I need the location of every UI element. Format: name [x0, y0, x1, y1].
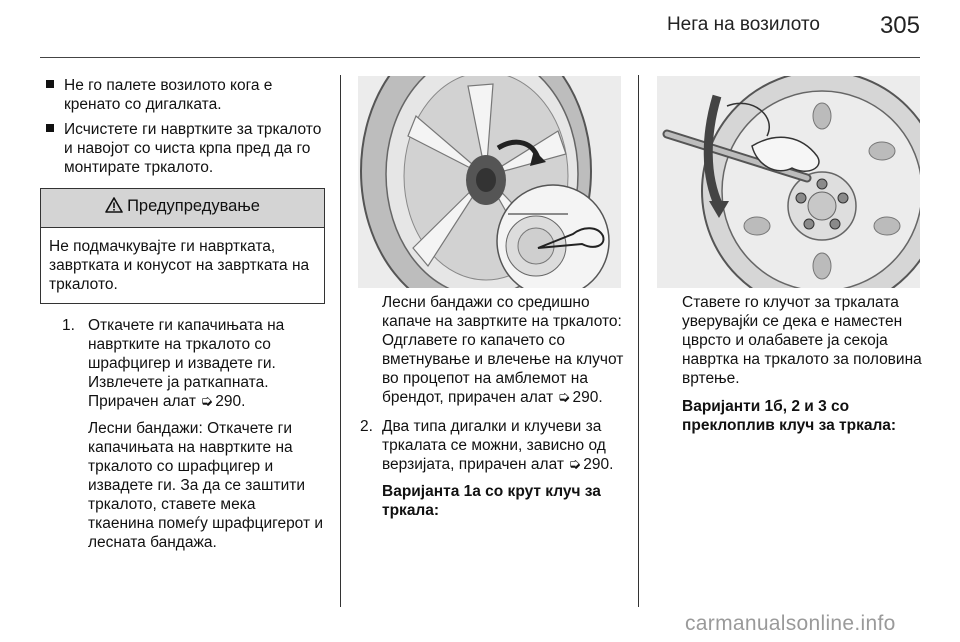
warning-body: Не подмачкувајте ги навртката, завртката и конусот на завртката на тркалото.: [49, 238, 310, 293]
column-2: [358, 293, 628, 520]
column-divider-1: [340, 75, 341, 607]
bullet-square-icon: [46, 124, 54, 132]
step-2: [358, 417, 628, 520]
figure-wheel-wrench: [657, 76, 920, 288]
page-ref: 290.: [583, 456, 614, 473]
page-ref: 290.: [215, 393, 246, 410]
step-1-text: [88, 316, 325, 411]
variant-1a-heading: Варијанта 1а со крут клуч за тркала:: [382, 483, 601, 519]
figure-caption: [358, 293, 628, 407]
column-divider-2: [638, 75, 639, 607]
caption-text: Лесни бандажи со средишно капаче на завртките на тркалото: Одглавете го капачето со вметнување и влечење на клучот во процепот на амблемот на брендот, прирачен алат: [382, 294, 624, 406]
page-ref: 290.: [572, 389, 603, 406]
warning-triangle-icon: [105, 197, 123, 218]
header-title: Нега на возилото: [666, 14, 820, 35]
variant-1b-heading: Варијанти 1б, 2 и 3 со преклоплив клуч за тркала:: [682, 398, 897, 434]
step-2-text: [382, 417, 628, 474]
step-1-alloy-text: Лесни бандажи: Откачете ги капачињата на навртките на тркалото со шрафцигер и извадете ги. За да се заштити тркалото, ставете мека ткаенина помеѓу шрафцигерот и лесната бандажа.: [88, 420, 324, 551]
header-divider: [40, 57, 920, 58]
warning-header: [41, 189, 324, 228]
page-ref-arrow-icon: ➭: [557, 389, 571, 406]
figure-alloy-wheel-cap: [358, 76, 621, 288]
step-1-instruction: Откачете ги капачињата на навртките на тркалото со шрафцигер и извадете ги. Извлечете ја раткапната. Прирачен алат: [88, 317, 285, 410]
bullet-square-icon: [46, 80, 54, 88]
bullet-text: Исчистете ги навртките за тркалото и навојот со чиста крпа пред да го монтирате тркалото.: [64, 121, 322, 176]
figure-caption: Ставете го клучот за тркалата уверувајќи се дека е наместен цврсто и олабавете ја секоја навртка на тркалото за половина вртење.: [682, 294, 922, 387]
warning-title: Предупредување: [127, 197, 260, 215]
bullet-item: [40, 120, 325, 177]
step-number: 1.: [62, 317, 75, 334]
alloy-wheel-illustration: [358, 76, 621, 288]
bullet-item: [40, 76, 325, 114]
page-ref-arrow-icon: ➭: [200, 393, 214, 410]
page-number: 305: [879, 12, 920, 39]
bullet-text: Не го палете возилото кога е кренато со дигалката.: [64, 77, 273, 113]
watermark: carmanualsonline.info: [685, 612, 896, 635]
step-1: [40, 316, 325, 552]
column-3: [682, 293, 922, 435]
step-2-instruction: Два типа дигалки и клучеви за тркалата се можни, зависно од верзијата, прирачен алат: [382, 418, 606, 473]
page-ref-arrow-icon: ➭: [568, 456, 582, 473]
step-number: 2.: [360, 418, 373, 435]
warning-box: [40, 188, 325, 304]
column-1: [40, 76, 325, 552]
wheel-wrench-illustration: [657, 76, 920, 288]
